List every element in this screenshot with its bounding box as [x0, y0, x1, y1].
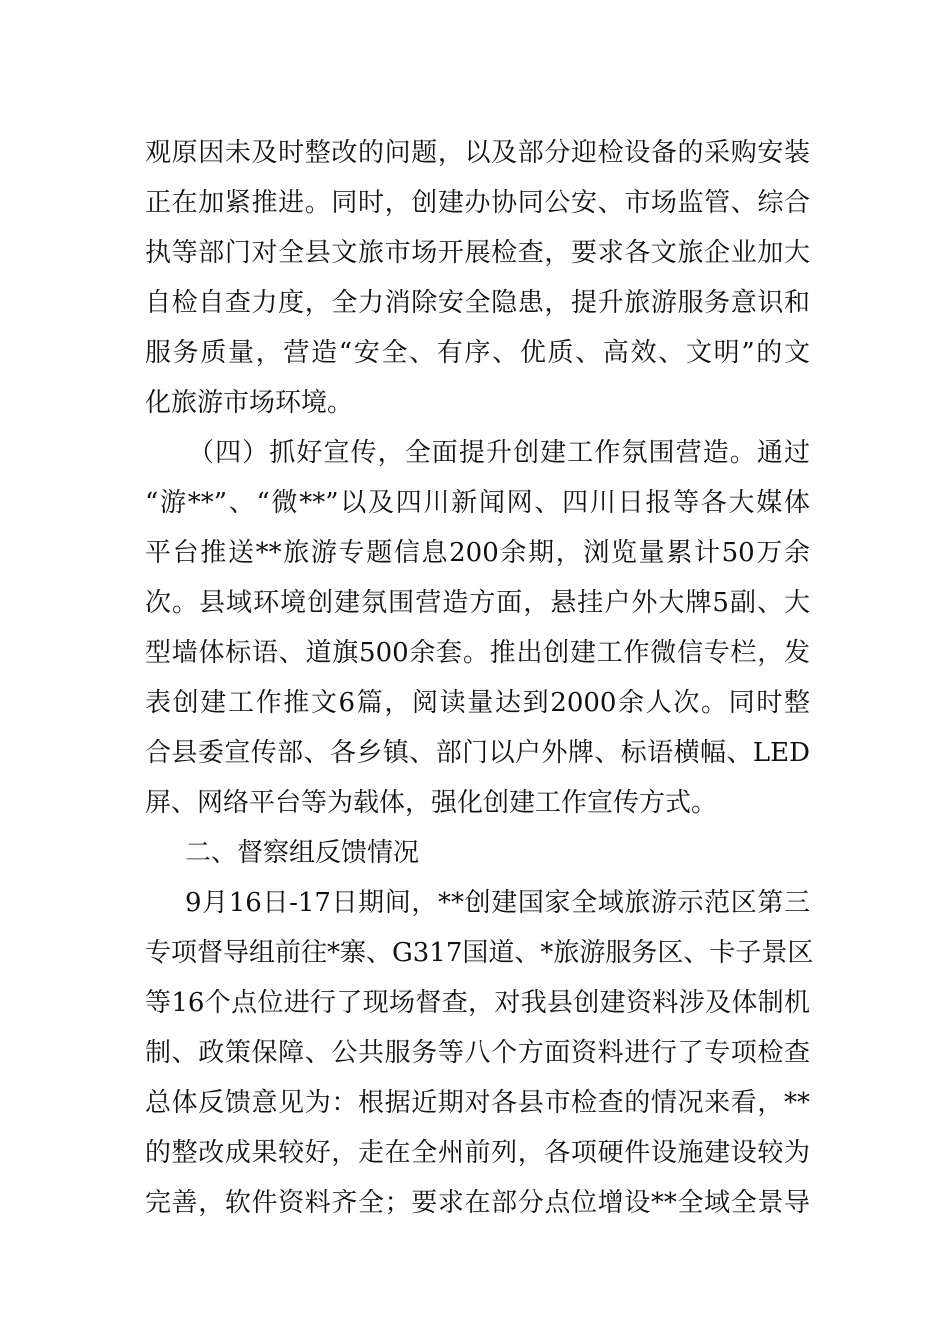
body-text-line: 屏、网络平台等为载体，强化创建工作宣传方式。: [145, 788, 718, 818]
body-text-line: 表创建工作推文6篇，阅读量达到2000余人次。同时整: [145, 688, 810, 718]
body-text-line: 制、政策保障、公共服务等八个方面资料进行了专项检查: [145, 1038, 810, 1068]
body-text-line: 合县委宣传部、各乡镇、部门以户外牌、标语横幅、LED: [145, 738, 810, 768]
body-text-line: “游**”、“微**”以及四川新闻网、四川日报等各大媒体: [145, 488, 810, 518]
body-text-line: 完善，软件资料齐全；要求在部分点位增设**全域全景导: [145, 1188, 810, 1218]
body-text-line: 专项督导组前往*寨、G317国道、*旅游服务区、卡子景区: [145, 938, 814, 968]
body-text-line: 9月16日-17日期间，**创建国家全域旅游示范区第三: [185, 888, 810, 918]
section-heading: 二、督察组反馈情况: [185, 838, 420, 868]
body-text-line: 的整改成果较好，走在全州前列，各项硬件设施建设较为: [145, 1138, 810, 1168]
body-text-line: 等16个点位进行了现场督查，对我县创建资料涉及体制机: [145, 988, 810, 1018]
body-text-line: 化旅游市场环境。: [145, 388, 354, 418]
body-text-line: 执等部门对全县文旅市场开展检查，要求各文旅企业加大: [145, 238, 810, 268]
body-text-line: 次。县域环境创建氛围营造方面，悬挂户外大牌5副、大: [145, 588, 810, 618]
body-text-line: 型墙体标语、道旗500余套。推出创建工作微信专栏，发: [145, 638, 810, 668]
body-text-line: 平台推送**旅游专题信息200余期，浏览量累计50万余: [145, 538, 810, 568]
section-heading-line: （四）抓好宣传，全面提升创建工作氛围营造。通过: [188, 438, 810, 468]
body-text-line: 总体反馈意见为：根据近期对各县市检查的情况来看，**: [145, 1088, 810, 1118]
body-text-line: 自检自查力度，全力消除安全隐患，提升旅游服务意识和: [145, 288, 810, 318]
body-text-line: 正在加紧推进。同时，创建办协同公安、市场监管、综合: [145, 188, 810, 218]
body-text-line: 观原因未及时整改的问题，以及部分迎检设备的采购安装: [145, 138, 810, 168]
body-text-line: 服务质量，营造“安全、有序、优质、高效、文明”的文: [145, 338, 810, 368]
